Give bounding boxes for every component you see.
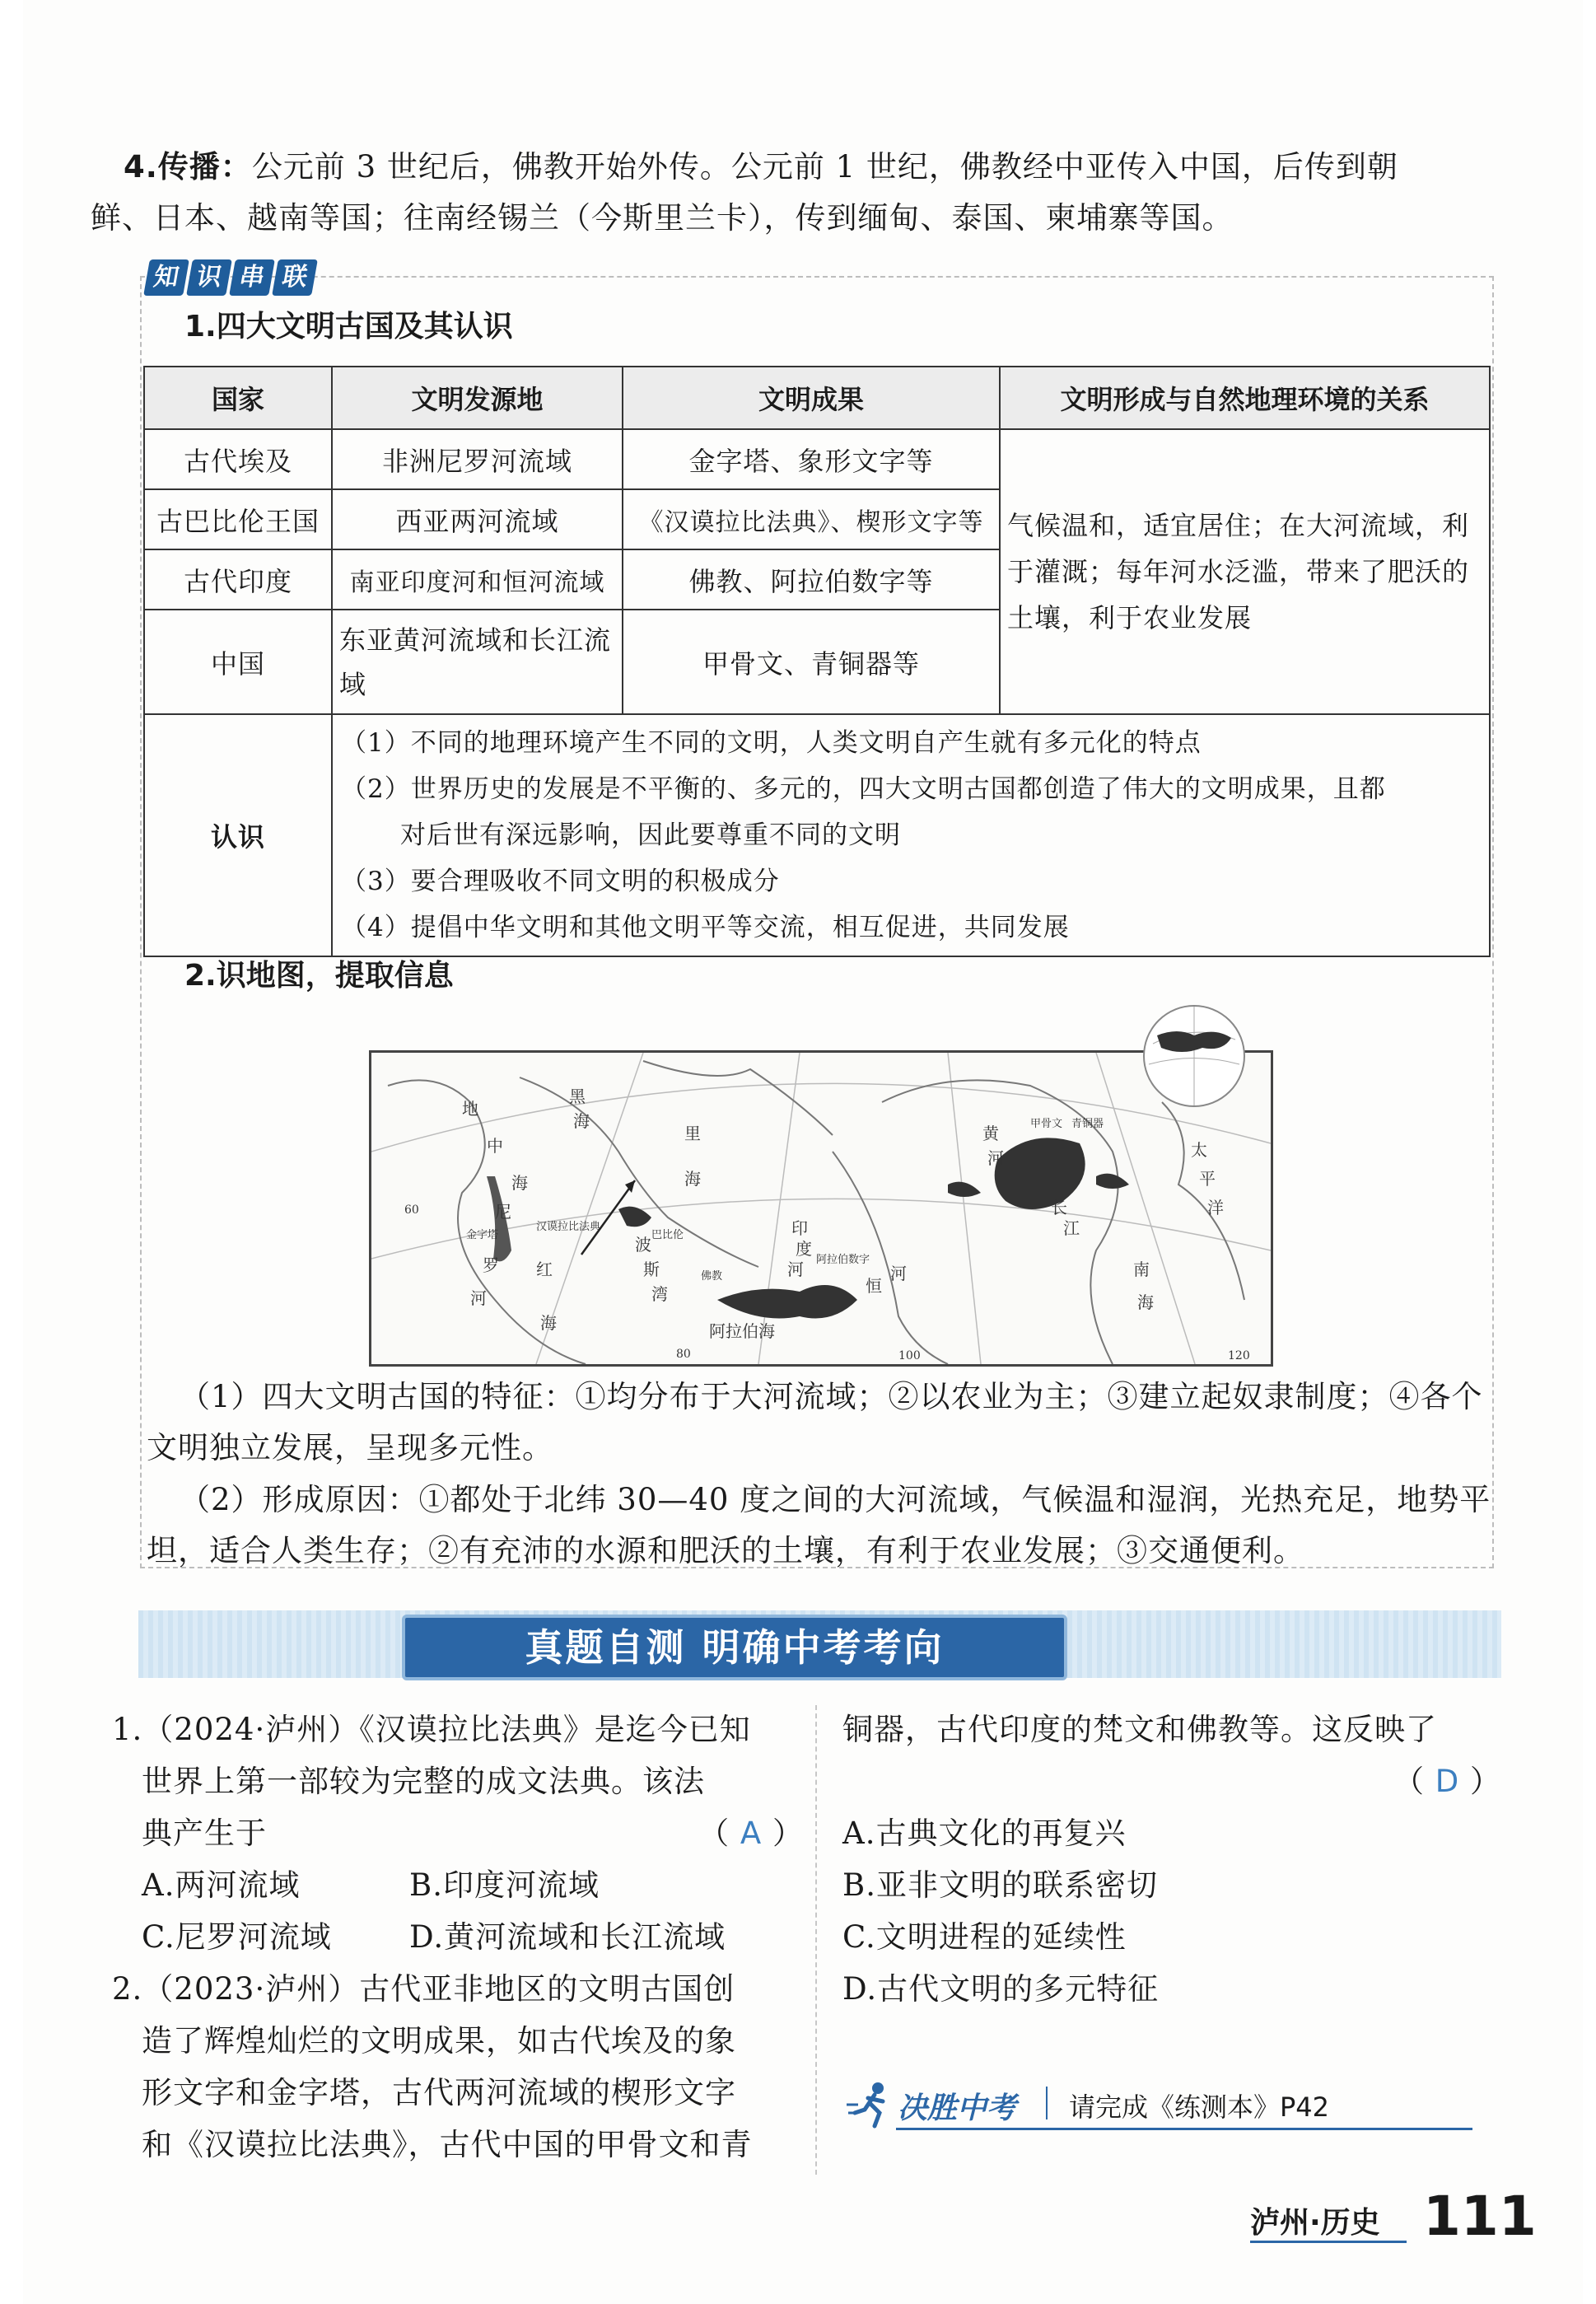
header-relation: 文明形成与自然地理环境的关系 — [1000, 367, 1490, 429]
map-label: 河 — [987, 1148, 1004, 1168]
cell-achievement: 《汉谟拉比法典》、楔形文字等 — [623, 489, 1000, 549]
cell-achievement: 佛教、阿拉伯数字等 — [623, 549, 1000, 610]
map-label: 地 — [462, 1099, 478, 1119]
intro-paragraph — [91, 142, 1507, 244]
map-label: 江 — [1063, 1218, 1080, 1238]
map-label: 阿拉伯数字 — [816, 1254, 870, 1266]
question-1 — [112, 1703, 804, 2171]
section2-title: 2.识地图，提取信息 — [184, 959, 454, 993]
table-row — [144, 714, 1490, 956]
globe-inset-icon — [1143, 1005, 1245, 1107]
map-label: 太 — [1191, 1140, 1207, 1160]
map-label: 80 — [676, 1348, 691, 1361]
option: D.黄河流域和长江流域 — [409, 1919, 726, 1955]
page-number: 111 — [1423, 2185, 1537, 2248]
cell-origin: 东亚黄河流域和长江流域 — [332, 610, 623, 714]
section1-title: 1.四大文明古国及其认识 — [184, 310, 513, 343]
practice-divider — [1046, 2087, 1048, 2119]
paragraph-line: （2）形成原因：①都处于北纬 30—40 度之间的大河流域，气候温和湿润，光热充足，地势平 — [180, 1482, 1491, 1517]
map-label: 平 — [1199, 1169, 1216, 1189]
question-line: 世界上第一部较为完整的成文法典。该法 — [142, 1764, 705, 1799]
options-row — [112, 1911, 804, 1963]
map-label: 尼 — [495, 1202, 511, 1222]
cell-country: 古代印度 — [144, 549, 332, 610]
map-label: 湾 — [651, 1284, 668, 1304]
question-line: 形文字和金字塔，古代两河流域的楔形文字 — [142, 2075, 736, 2110]
column-divider — [815, 1705, 817, 2175]
cell-achievement: 甲骨文、青铜器等 — [623, 610, 1000, 714]
map-label: 南 — [1133, 1259, 1150, 1279]
cell-relation: 气候温和，适宜居住；在大河流域，利于灌溉；每年河水泛滥，带来了肥沃的土壤，利于农业发展 — [1000, 429, 1490, 714]
map-label: 中 — [487, 1136, 503, 1156]
page — [23, 0, 1583, 2304]
map-label: 印 — [791, 1218, 808, 1238]
intro-label: 4.传播： — [124, 149, 252, 185]
map-label: 度 — [796, 1239, 812, 1259]
option: C.尼罗河流域 — [142, 1919, 332, 1955]
map-label: 河 — [890, 1264, 907, 1283]
question-line: 典产生于 — [142, 1816, 267, 1851]
map-label: 金字塔 — [466, 1229, 499, 1241]
cell-country: 中国 — [144, 610, 332, 714]
answer-bracket: （ A ） — [698, 1816, 804, 1851]
map-label: 里 — [684, 1124, 701, 1143]
paragraph-line: 坦，适合人类生存；②有充沛的水源和肥沃的土壤，有利于农业发展；③交通便利。 — [147, 1533, 1304, 1568]
option: A.古典文化的再复兴 — [842, 1816, 1127, 1851]
practice-text: 请完成《练测本》P42 — [1069, 2091, 1330, 2123]
practice-reference — [847, 2080, 1472, 2138]
map-label: 巴比伦 — [651, 1229, 684, 1241]
map-label: 罗 — [483, 1255, 499, 1275]
table-header-row — [144, 367, 1490, 429]
question-line: 造了辉煌灿烂的文明成果，如古代埃及的象 — [142, 2023, 736, 2059]
option: C.文明进程的延续性 — [842, 1919, 1127, 1955]
intro-line-2: 鲜、日本、越南等国；往南经锡兰（今斯里兰卡），传到缅甸、泰国、柬埔寨等国。 — [91, 200, 1234, 236]
header-origin: 文明发源地 — [332, 367, 623, 429]
knowledge-badge — [147, 259, 315, 296]
question-line-wrap — [112, 1807, 804, 1859]
paragraph-line: （1）四大文明古国的特征：①均分布于大河流域；②以农业为主；③建立起奴隶制度；④各个 — [180, 1379, 1483, 1414]
map-label: 阿拉伯海 — [709, 1321, 775, 1341]
banner-title: 真题自测 明确中考考向 — [402, 1615, 1067, 1680]
practice-underline — [896, 2128, 1472, 2130]
civilization-table — [143, 366, 1491, 957]
map-label: 海 — [684, 1169, 701, 1189]
cell-origin: 南亚印度河和恒河流域 — [332, 549, 623, 610]
map-label: 恒 — [866, 1276, 882, 1296]
map-label: 青铜器 — [1071, 1118, 1104, 1130]
knowledge-item: （1）不同的地理环境产生不同的文明，人类文明自产生就有多元化的特点 — [341, 728, 1202, 758]
practice-logo: 决胜中考 — [898, 2091, 1017, 2125]
table-row — [144, 429, 1490, 489]
map-label: 60 — [404, 1203, 419, 1217]
header-achievement: 文明成果 — [623, 367, 1000, 429]
map-label: 海 — [511, 1173, 528, 1193]
map-label: 红 — [536, 1259, 553, 1279]
map-label: 河 — [470, 1288, 487, 1308]
map-label: 波 — [635, 1235, 651, 1255]
map-label: 佛教 — [701, 1270, 723, 1283]
option: D.古代文明的多元特征 — [842, 1971, 1160, 2007]
knowledge-item: 对后世有深远影响，因此要尊重不同的文明 — [400, 820, 901, 850]
map-label: 汉谟拉比法典 — [536, 1221, 601, 1233]
option: B.亚非文明的联系密切 — [842, 1867, 1158, 1903]
knowledge-item: （3）要合理吸收不同文明的积极成分 — [341, 867, 780, 896]
cell-origin: 西亚两河流域 — [332, 489, 623, 549]
map-label: 甲骨文 — [1030, 1118, 1063, 1130]
map-label: 斯 — [643, 1259, 660, 1279]
intro-line-1: 公元前 3 世纪后，佛教开始外传。公元前 1 世纪，佛教经中亚传入中国，后传到朝 — [251, 149, 1398, 185]
cell-country: 古代埃及 — [144, 429, 332, 489]
answer-bracket: （ D ） — [1393, 1764, 1501, 1799]
cell-achievement: 金字塔、象形文字等 — [623, 429, 1000, 489]
map-label: 洋 — [1207, 1198, 1224, 1217]
map-label: 海 — [573, 1111, 590, 1131]
option: B.印度河流域 — [409, 1867, 600, 1903]
map-label: 100 — [898, 1349, 921, 1362]
map-label: 黑 — [569, 1087, 586, 1106]
cell-knowledge-label: 认识 — [144, 714, 332, 956]
map-drawing — [371, 1053, 1271, 1364]
question-line: 1.（2024·泸州）《汉谟拉比法典》是迄今已知 — [112, 1712, 751, 1747]
header-country: 国家 — [144, 367, 332, 429]
paragraph-line: 文明独立发展，呈现多元性。 — [147, 1430, 553, 1465]
badge-char: 串 — [229, 259, 275, 296]
question-2-continued — [842, 1703, 1501, 2015]
badge-char: 知 — [143, 259, 189, 296]
cell-knowledge — [332, 714, 1490, 956]
section2-paragraph-2 — [147, 1474, 1497, 1577]
badge-char: 识 — [186, 259, 232, 296]
map-label: 河 — [787, 1259, 804, 1279]
footer-title: 泸州·历史 — [1250, 2206, 1380, 2240]
question-line: 2.（2023·泸州）古代亚非地区的文明古国创 — [112, 1971, 735, 2007]
knowledge-item: （2）世界历史的发展是不平衡的、多元的，四大文明古国都创造了伟大的文明成果，且都 — [341, 774, 1386, 804]
ancient-civilizations-map — [369, 1050, 1273, 1367]
question-line: 和《汉谟拉比法典》，古代中国的甲骨文和青 — [142, 2127, 753, 2162]
section2-paragraph-1 — [147, 1372, 1497, 1474]
badge-char: 联 — [272, 259, 318, 296]
cell-origin: 非洲尼罗河流域 — [332, 429, 623, 489]
answer-letter: A — [740, 1816, 763, 1851]
map-label: 黄 — [982, 1124, 999, 1143]
footer-underline — [1250, 2241, 1407, 2243]
map-label: 海 — [1137, 1292, 1154, 1312]
map-label: 长 — [1051, 1198, 1067, 1217]
option: A.两河流域 — [142, 1867, 301, 1903]
options-row — [112, 1859, 804, 1911]
cell-country: 古巴比伦王国 — [144, 489, 332, 549]
map-label: 海 — [540, 1313, 557, 1333]
knowledge-item: （4）提倡中华文明和其他文明平等交流，相互促进，共同发展 — [341, 913, 1070, 942]
question-line: 铜器，古代印度的梵文和佛教等。这反映了 — [842, 1712, 1437, 1747]
map-label: 120 — [1228, 1349, 1250, 1362]
runner-icon — [847, 2080, 896, 2129]
answer-letter: D — [1435, 1764, 1460, 1799]
